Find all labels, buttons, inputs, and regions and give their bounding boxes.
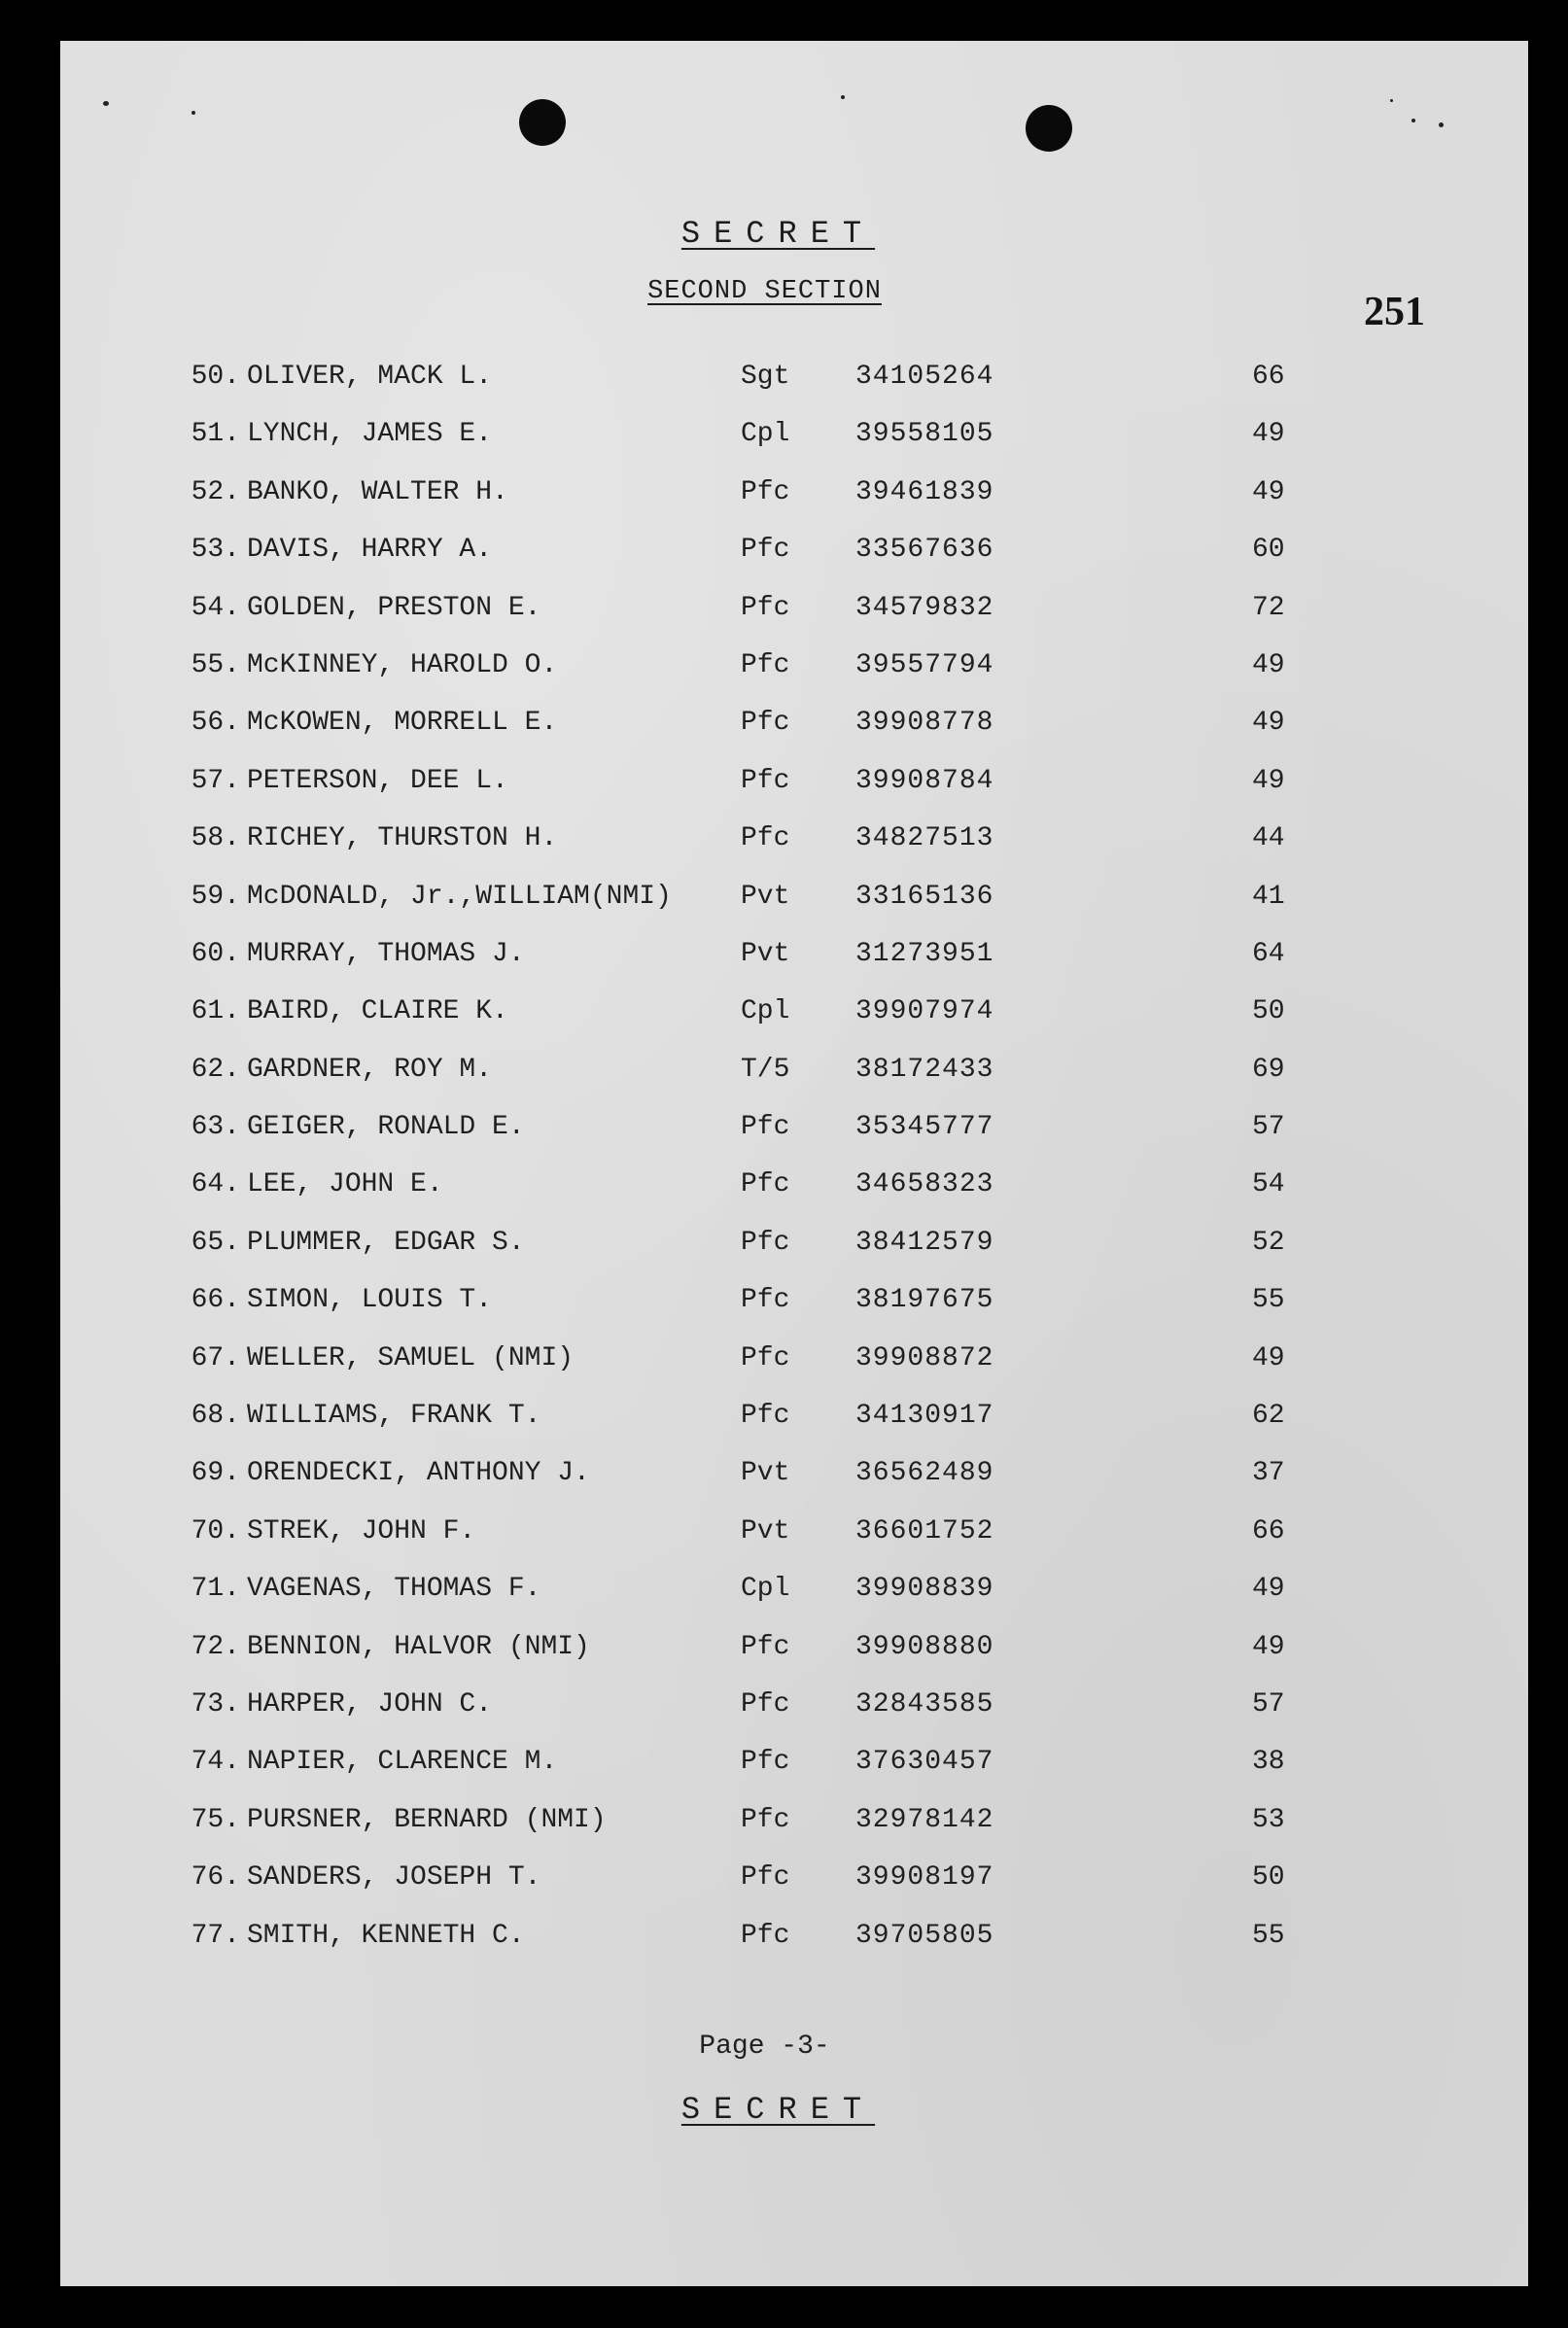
roster-row	[0, 650, 1568, 708]
entry-number: 74.	[191, 1747, 240, 1778]
entry-name: NAPIER, CLARENCE M.	[247, 1747, 558, 1778]
entry-score: 60	[1252, 535, 1285, 566]
entry-name: PLUMMER, EDGAR S.	[247, 1227, 525, 1258]
paper-speck	[103, 101, 109, 106]
roster-row	[0, 1458, 1568, 1515]
entry-rank: Pfc	[741, 823, 790, 854]
entry-name: BENNION, HALVOR (NMI)	[247, 1631, 590, 1662]
entry-rank: Pfc	[741, 1688, 790, 1720]
roster-row	[0, 362, 1568, 419]
entry-rank: Pfc	[741, 1401, 790, 1432]
entry-number: 53.	[191, 535, 240, 566]
entry-rank: Pfc	[741, 592, 790, 623]
entry-name: RICHEY, THURSTON H.	[247, 823, 558, 854]
entry-number: 63.	[191, 1112, 240, 1143]
entry-score: 69	[1252, 1054, 1285, 1085]
roster-row	[0, 882, 1568, 939]
entry-score: 49	[1252, 765, 1285, 796]
entry-serial: 39558105	[855, 419, 994, 450]
punch-hole-left	[519, 99, 566, 146]
roster-row	[0, 1632, 1568, 1689]
entry-rank: Pvt	[741, 1458, 790, 1489]
entry-name: STREK, JOHN F.	[247, 1515, 476, 1546]
entry-serial: 38412579	[855, 1227, 994, 1258]
entry-name: BAIRD, CLAIRE K.	[247, 996, 508, 1027]
entry-rank: Pvt	[741, 1515, 790, 1546]
entry-number: 76.	[191, 1862, 240, 1894]
entry-rank: Pfc	[741, 1227, 790, 1258]
roster-row	[0, 593, 1568, 650]
roster-row	[0, 1055, 1568, 1112]
roster-row	[0, 823, 1568, 881]
paper-speck	[1411, 119, 1415, 122]
entry-name: GEIGER, RONALD E.	[247, 1112, 525, 1143]
entry-name: GOLDEN, PRESTON E.	[247, 592, 541, 623]
entry-serial: 39908778	[855, 708, 994, 739]
paper-speck	[841, 95, 845, 99]
entry-serial: 34105264	[855, 362, 994, 392]
entry-score: 66	[1252, 1515, 1285, 1546]
entry-serial: 39557794	[855, 649, 994, 680]
roster-row	[0, 766, 1568, 823]
roster-row	[0, 708, 1568, 765]
entry-serial: 39908197	[855, 1862, 994, 1894]
entry-number: 69.	[191, 1458, 240, 1489]
entry-number: 67.	[191, 1342, 240, 1373]
entry-serial: 39908880	[855, 1631, 994, 1662]
entry-number: 51.	[191, 419, 240, 450]
entry-number: 55.	[191, 649, 240, 680]
roster-row	[0, 1112, 1568, 1169]
entry-rank: Pfc	[741, 765, 790, 796]
entry-score: 41	[1252, 881, 1285, 912]
entry-serial: 36562489	[855, 1458, 994, 1489]
entry-number: 68.	[191, 1401, 240, 1432]
entry-score: 49	[1252, 1342, 1285, 1373]
entry-number: 59.	[191, 881, 240, 912]
entry-name: McDONALD, Jr.,WILLIAM(NMI)	[247, 881, 672, 912]
entry-rank: Cpl	[741, 419, 790, 450]
entry-score: 38	[1252, 1747, 1285, 1778]
entry-serial: 32978142	[855, 1804, 994, 1835]
entry-score: 66	[1252, 362, 1285, 392]
entry-name: McKOWEN, MORRELL E.	[247, 708, 558, 739]
punch-hole-right	[1026, 105, 1072, 152]
entry-number: 62.	[191, 1054, 240, 1085]
entry-name: PETERSON, DEE L.	[247, 765, 508, 796]
roster-row	[0, 1228, 1568, 1285]
roster-row	[0, 1689, 1568, 1747]
entry-name: MURRAY, THOMAS J.	[247, 938, 525, 969]
paper-speck	[192, 111, 195, 115]
page-number: Page -3-	[699, 2032, 830, 2062]
roster-row	[0, 1516, 1568, 1574]
entry-score: 62	[1252, 1401, 1285, 1432]
entry-serial: 38172433	[855, 1054, 994, 1085]
entry-name: WELLER, SAMUEL (NMI)	[247, 1342, 575, 1373]
entry-rank: Pfc	[741, 1342, 790, 1373]
entry-name: McKINNEY, HAROLD O.	[247, 649, 558, 680]
entry-score: 49	[1252, 1631, 1285, 1662]
entry-score: 50	[1252, 996, 1285, 1027]
entry-number: 57.	[191, 765, 240, 796]
entry-number: 71.	[191, 1574, 240, 1605]
entry-number: 56.	[191, 708, 240, 739]
entry-serial: 38197675	[855, 1285, 994, 1316]
entry-rank: Pfc	[741, 1169, 790, 1200]
roster-row	[0, 1401, 1568, 1458]
entry-score: 64	[1252, 938, 1285, 969]
entry-number: 73.	[191, 1688, 240, 1720]
entry-serial: 34579832	[855, 592, 994, 623]
entry-serial: 39908839	[855, 1574, 994, 1605]
entry-serial: 39907974	[855, 996, 994, 1027]
entry-serial: 33165136	[855, 881, 994, 912]
entry-name: LEE, JOHN E.	[247, 1169, 443, 1200]
entry-name: BANKO, WALTER H.	[247, 476, 508, 507]
entry-rank: Pfc	[741, 708, 790, 739]
entry-name: ORENDECKI, ANTHONY J.	[247, 1458, 590, 1489]
entry-serial: 34130917	[855, 1401, 994, 1432]
roster-row	[0, 1574, 1568, 1631]
entry-serial: 35345777	[855, 1112, 994, 1143]
roster-row	[0, 1285, 1568, 1342]
entry-rank: Pfc	[741, 649, 790, 680]
entry-rank: Pfc	[741, 476, 790, 507]
entry-score: 49	[1252, 476, 1285, 507]
roster-row	[0, 1921, 1568, 1978]
entry-score: 49	[1252, 419, 1285, 450]
entry-rank: Cpl	[741, 996, 790, 1027]
entry-number: 61.	[191, 996, 240, 1027]
entry-rank: Sgt	[741, 362, 790, 392]
entry-serial: 31273951	[855, 938, 994, 969]
entry-name: OLIVER, MACK L.	[247, 362, 493, 392]
entry-rank: Pfc	[741, 1285, 790, 1316]
entry-name: DAVIS, HARRY A.	[247, 535, 493, 566]
roster-row	[0, 939, 1568, 996]
entry-number: 65.	[191, 1227, 240, 1258]
entry-serial: 39461839	[855, 476, 994, 507]
entry-rank: Pvt	[741, 881, 790, 912]
entry-number: 60.	[191, 938, 240, 969]
entry-name: WILLIAMS, FRANK T.	[247, 1401, 541, 1432]
entry-score: 57	[1252, 1112, 1285, 1143]
roster-row	[0, 419, 1568, 476]
entry-number: 77.	[191, 1920, 240, 1951]
entry-number: 66.	[191, 1285, 240, 1316]
entry-score: 49	[1252, 1574, 1285, 1605]
roster-row	[0, 1343, 1568, 1401]
entry-number: 54.	[191, 592, 240, 623]
entry-serial: 34658323	[855, 1169, 994, 1200]
entry-rank: Pfc	[741, 1920, 790, 1951]
entry-name: SMITH, KENNETH C.	[247, 1920, 525, 1951]
entry-name: HARPER, JOHN C.	[247, 1688, 493, 1720]
roster-list	[0, 362, 1568, 1978]
entry-rank: T/5	[741, 1054, 790, 1085]
roster-row	[0, 1862, 1568, 1920]
folio-number: 251	[1364, 290, 1425, 334]
entry-rank: Pvt	[741, 938, 790, 969]
entry-rank: Pfc	[741, 1747, 790, 1778]
roster-row	[0, 996, 1568, 1054]
section-title: SECOND SECTION	[647, 277, 882, 306]
entry-score: 52	[1252, 1227, 1285, 1258]
entry-number: 72.	[191, 1631, 240, 1662]
entry-rank: Pfc	[741, 1804, 790, 1835]
entry-score: 44	[1252, 823, 1285, 854]
entry-rank: Cpl	[741, 1574, 790, 1605]
entry-serial: 36601752	[855, 1515, 994, 1546]
entry-score: 55	[1252, 1920, 1285, 1951]
entry-number: 50.	[191, 362, 240, 392]
entry-score: 49	[1252, 708, 1285, 739]
entry-score: 72	[1252, 592, 1285, 623]
entry-serial: 37630457	[855, 1747, 994, 1778]
roster-row	[0, 535, 1568, 592]
entry-number: 70.	[191, 1515, 240, 1546]
paper-speck	[1390, 99, 1393, 102]
entry-serial: 39908872	[855, 1342, 994, 1373]
entry-name: LYNCH, JAMES E.	[247, 419, 493, 450]
roster-row	[0, 477, 1568, 535]
entry-score: 53	[1252, 1804, 1285, 1835]
entry-number: 58.	[191, 823, 240, 854]
entry-serial: 34827513	[855, 823, 994, 854]
entry-rank: Pfc	[741, 535, 790, 566]
entry-name: SIMON, LOUIS T.	[247, 1285, 493, 1316]
entry-number: 64.	[191, 1169, 240, 1200]
entry-score: 49	[1252, 649, 1285, 680]
entry-number: 75.	[191, 1804, 240, 1835]
entry-score: 57	[1252, 1688, 1285, 1720]
entry-name: SANDERS, JOSEPH T.	[247, 1862, 541, 1894]
roster-row	[0, 1805, 1568, 1862]
entry-score: 54	[1252, 1169, 1285, 1200]
entry-rank: Pfc	[741, 1862, 790, 1894]
entry-serial: 33567636	[855, 535, 994, 566]
entry-rank: Pfc	[741, 1631, 790, 1662]
entry-score: 37	[1252, 1458, 1285, 1489]
classification-footer: SECRET	[680, 2092, 876, 2128]
entry-name: VAGENAS, THOMAS F.	[247, 1574, 541, 1605]
entry-rank: Pfc	[741, 1112, 790, 1143]
entry-score: 55	[1252, 1285, 1285, 1316]
entry-serial: 39705805	[855, 1920, 994, 1951]
entry-number: 52.	[191, 476, 240, 507]
entry-name: GARDNER, ROY M.	[247, 1054, 493, 1085]
classification-header: SECRET	[680, 216, 876, 252]
entry-serial: 32843585	[855, 1688, 994, 1720]
entry-name: PURSNER, BERNARD (NMI)	[247, 1804, 607, 1835]
roster-row	[0, 1169, 1568, 1227]
roster-row	[0, 1747, 1568, 1804]
entry-serial: 39908784	[855, 765, 994, 796]
paper-speck	[1439, 122, 1444, 127]
entry-score: 50	[1252, 1862, 1285, 1894]
